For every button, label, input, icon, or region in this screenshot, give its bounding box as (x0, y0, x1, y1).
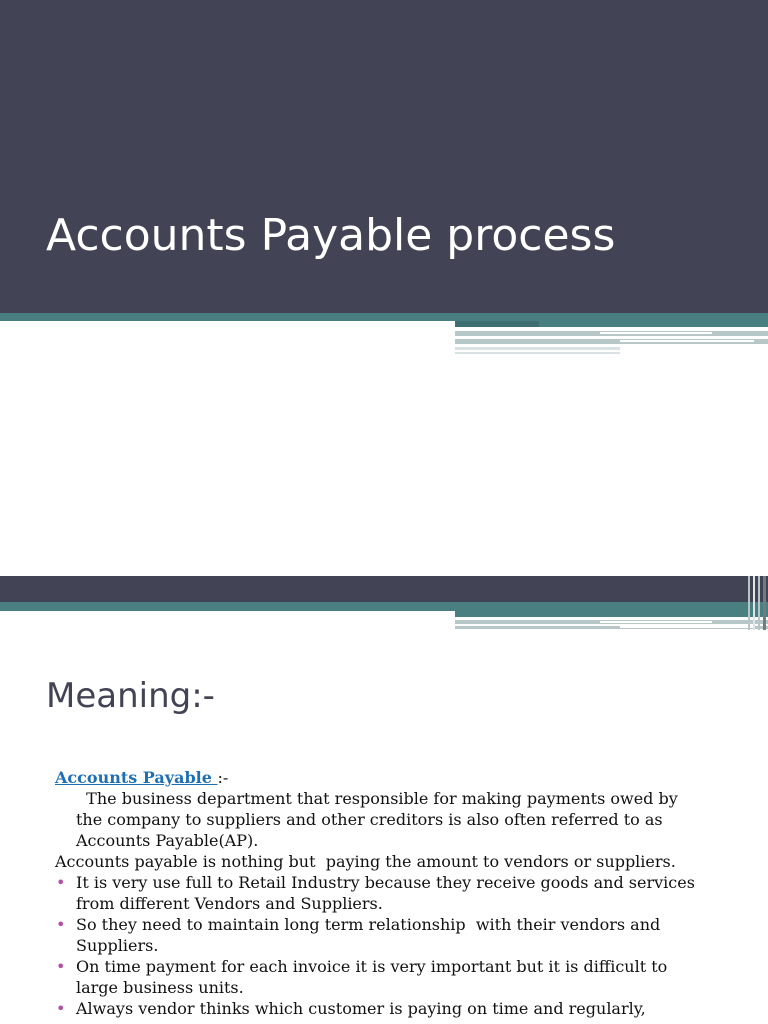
list-item (55, 872, 735, 914)
title-slide-header (0, 0, 768, 313)
definition-heading (55, 767, 735, 788)
list-item (55, 914, 735, 956)
definition-line: The business department that responsible for making payments owed by (76, 789, 678, 808)
page-title: Accounts Payable process (46, 210, 616, 261)
accounts-payable-link[interactable]: Accounts Payable (55, 768, 218, 787)
list-item-line: from different Vendors and Suppliers. (76, 894, 383, 913)
content-slide-header (0, 576, 768, 602)
list-item-line: So they need to maintain long term relationship with their vendors and (76, 915, 661, 934)
list-item-line: Always vendor thinks which customer is paying on time and regularly, (76, 999, 646, 1018)
bullet-icon: • (56, 957, 66, 976)
list-item-line: large business units. (76, 978, 244, 997)
body-text (55, 767, 735, 1019)
bullet-icon: • (56, 873, 66, 892)
definition-line: Accounts Payable(AP). (76, 831, 259, 850)
list-item-line: Suppliers. (76, 936, 159, 955)
slide-edge-lines (744, 576, 768, 630)
list-item-line: On time payment for each invoice it is very important but it is difficult to (76, 957, 668, 976)
bullet-icon: • (56, 999, 66, 1018)
bullet-icon: • (56, 915, 66, 934)
plain-line: Accounts payable is nothing but paying the amount to vendors or suppliers. (55, 852, 676, 871)
list-item-line: It is very use full to Retail Industry because they receive goods and services (76, 873, 695, 892)
section-title: Meaning:- (46, 676, 215, 716)
definition-line: the company to suppliers and other creditors is also often referred to as (76, 810, 663, 829)
list-item (55, 956, 735, 998)
list-item (55, 998, 735, 1019)
definition-suffix: :- (217, 768, 229, 787)
